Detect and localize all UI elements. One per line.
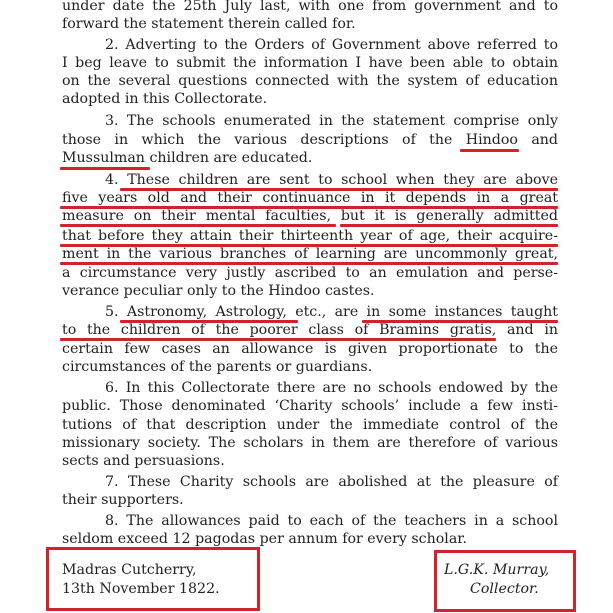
text-line: 3. The schools enumerated in the statement comprise only <box>105 113 558 129</box>
text-line: those in which the various descriptions of the Hindoo and <box>62 132 558 148</box>
text-line: verance peculiar only to the Hindoo castes. <box>62 283 375 299</box>
text-line: measure on their mental faculties, but it is generally admitted <box>62 208 558 224</box>
text-line: certain few cases an allowance is given proportionate to the <box>62 341 558 357</box>
text-line: 2. Adverting to the Orders of Government above referred to <box>105 37 558 53</box>
text-line: Mussulman children are educated. <box>62 150 313 166</box>
text-line: 7. These Charity schools are abolished at the pleasure of <box>105 474 558 490</box>
red-underline <box>60 338 496 341</box>
text-line: I beg leave to submit the information I have been able to obtain <box>62 55 558 71</box>
red-underline <box>60 167 150 170</box>
text-line: that before they attain their thirteenth year of age, their acquire- <box>62 228 558 244</box>
text-line: tutions of that description under the immediate control of the <box>62 417 558 433</box>
red-underline <box>340 224 558 227</box>
text-line: five years old and their continuance in it depends in a great <box>62 190 558 206</box>
red-underline <box>60 262 558 265</box>
text-line: adopted in this Collectorate. <box>62 91 268 107</box>
text-line: 4. These children are sent to school when they are above <box>105 172 558 188</box>
text-line: forward the statement therein called for. <box>62 16 356 32</box>
red-underline <box>60 244 558 247</box>
text-line: a circumstance very justly ascribed to an emulation and perse- <box>62 265 558 281</box>
date-text: 13th November 1822. <box>62 581 220 597</box>
text-line: seldom exceed 12 pagodas per annum for every scholar. <box>62 531 468 547</box>
text-line: under date the 25th July last, with one from government and to <box>62 0 558 14</box>
text-line: 8. The allowances paid to each of the teachers in a school <box>105 513 558 529</box>
text-line: their supporters. <box>62 492 184 508</box>
text-line: on the several questions connected with the system of education <box>62 73 558 89</box>
text-line: missionary society. The scholars in them are therefore of various <box>62 435 558 451</box>
signatory-name: L.G.K. Murray, <box>444 562 550 578</box>
red-underline <box>362 320 558 323</box>
text-line: ment in the various branches of learning are uncommonly great, <box>62 246 558 262</box>
text-line: sects and persuasions. <box>62 453 225 469</box>
red-underline <box>460 149 519 152</box>
signatory-title: Collector. <box>470 581 539 597</box>
text-line: public. Those denominated ‘Charity schools’ include a few insti- <box>62 398 558 414</box>
text-line: 6. In this Collectorate there are no schools endowed by the <box>105 380 558 396</box>
red-underline <box>120 320 298 323</box>
text-line: circumstances of the parents or guardians. <box>62 359 373 375</box>
place-text: Madras Cutcherry, <box>62 562 197 578</box>
red-underline <box>60 224 336 227</box>
text-line: 5. Astronomy, Astrology, etc., are in some instances taught <box>105 304 558 320</box>
red-underline <box>60 206 558 209</box>
red-underline <box>120 188 558 191</box>
text-line: to the children of the poorer class of Bramins gratis, and in <box>62 322 558 338</box>
